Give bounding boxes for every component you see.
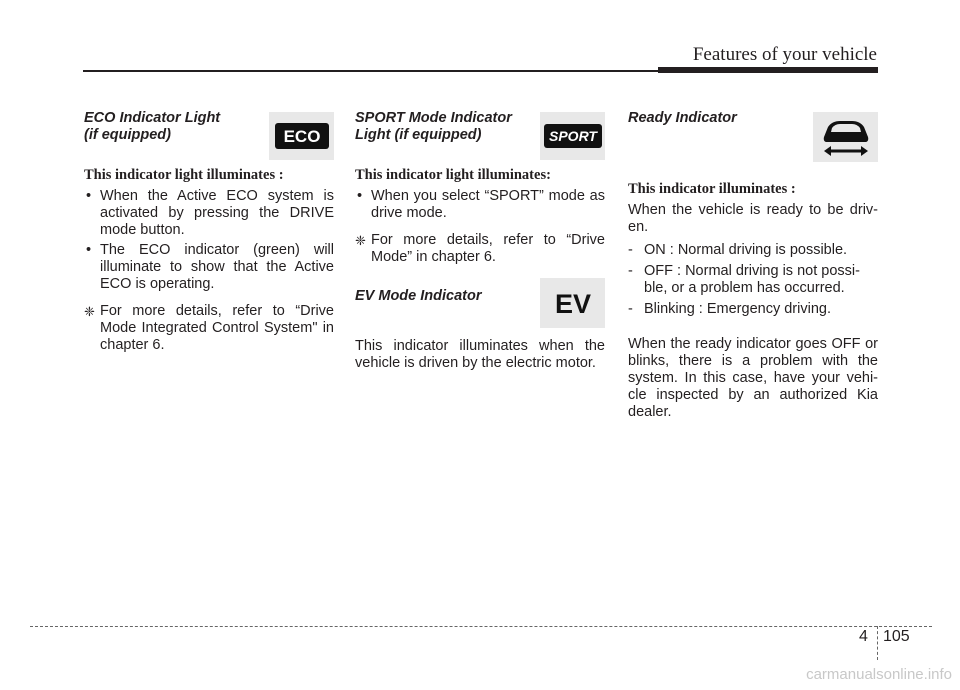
sport-indicator-icon <box>540 112 605 160</box>
header-rule-accent <box>658 67 878 73</box>
ready-item-text: OFF : Normal driving is not possi-ble, or a problem has occurred. <box>644 263 860 296</box>
note-mark: ❈ <box>84 304 95 319</box>
ready-title: Ready Indicator <box>628 110 737 126</box>
ready-item-text: Blinking : Emergency driving. <box>644 301 831 317</box>
ev-title: EV Mode Indicator <box>355 288 482 304</box>
eco-section-header <box>84 110 334 160</box>
note-mark: ❈ <box>355 233 366 248</box>
eco-icon <box>274 122 330 150</box>
sport-icon-text: SPORT <box>548 128 597 144</box>
eco-title-line2: (if equipped) <box>84 127 171 143</box>
footer-rule <box>30 626 932 627</box>
ev-section-header <box>355 288 605 338</box>
eco-bullet-text: The ECO indicator (green) will illuminate to show that the Active ECO is operating. <box>100 242 334 292</box>
eco-bullet-text: When the Active ECO system is activated by pressing the DRIVE mode button. <box>100 188 334 238</box>
ready-item <box>628 263 878 297</box>
ready-item <box>628 242 878 259</box>
ready-section-header <box>628 110 878 174</box>
chapter-number: 4 <box>859 628 868 645</box>
bullet-mark: • <box>86 188 92 204</box>
sport-bullet <box>355 188 605 222</box>
ready-indicator-icon <box>813 112 878 162</box>
dash-mark: - <box>628 242 633 258</box>
sport-title-line2: Light (if equipped) <box>355 127 482 143</box>
ev-icon-text: EV <box>554 289 591 319</box>
eco-bullet <box>84 188 334 239</box>
page-number: 105 <box>883 628 910 645</box>
bullet-mark: • <box>86 242 92 258</box>
sport-lead: This indicator light illuminates: <box>355 167 551 183</box>
eco-note-text: For more details, refer to “Drive Mode Integrated Control System" in chapter 6. <box>100 303 334 353</box>
ready-body: When the ready indicator goes OFF or blinks, there is a problem with the system. In this case, have your vehi-cle inspected by an authorized Kia dealer. <box>628 336 878 420</box>
sport-bullet-text: When you select “SPORT” mode as drive mode. <box>371 188 605 221</box>
ev-indicator-icon <box>540 278 605 328</box>
dash-mark: - <box>628 263 633 279</box>
ready-section <box>628 110 878 421</box>
ev-body: This indicator illuminates when the vehicle is driven by the electric motor. <box>355 338 605 371</box>
eco-title-line1: ECO Indicator Light <box>84 110 221 126</box>
watermark: carmanualsonline.info <box>806 666 952 683</box>
sport-note-text: For more details, refer to “Drive Mode” in chapter 6. <box>371 232 605 265</box>
sport-section-header <box>355 110 605 160</box>
dash-mark: - <box>628 301 633 317</box>
page-number-divider <box>877 626 878 660</box>
sport-note <box>355 232 605 266</box>
ready-lead: This indicator illuminates : <box>628 181 796 197</box>
eco-icon-text: ECO <box>283 127 320 146</box>
sport-ev-column <box>355 110 605 372</box>
eco-section <box>84 110 334 354</box>
ready-item <box>628 301 878 318</box>
page-header-title: Features of your vehicle <box>692 44 877 65</box>
eco-bullet <box>84 242 334 293</box>
ready-item-text: ON : Normal driving is possible. <box>644 242 848 258</box>
ev-icon <box>548 286 598 320</box>
sport-icon <box>543 123 603 149</box>
bullet-mark: • <box>357 188 363 204</box>
eco-lead: This indicator light illuminates : <box>84 167 284 183</box>
ready-intro: When the vehicle is ready to be driv-en. <box>628 202 878 235</box>
eco-note <box>84 303 334 354</box>
sport-title-line1: SPORT Mode Indicator <box>355 110 512 126</box>
car-arrow-icon <box>818 115 874 159</box>
eco-indicator-icon <box>269 112 334 160</box>
